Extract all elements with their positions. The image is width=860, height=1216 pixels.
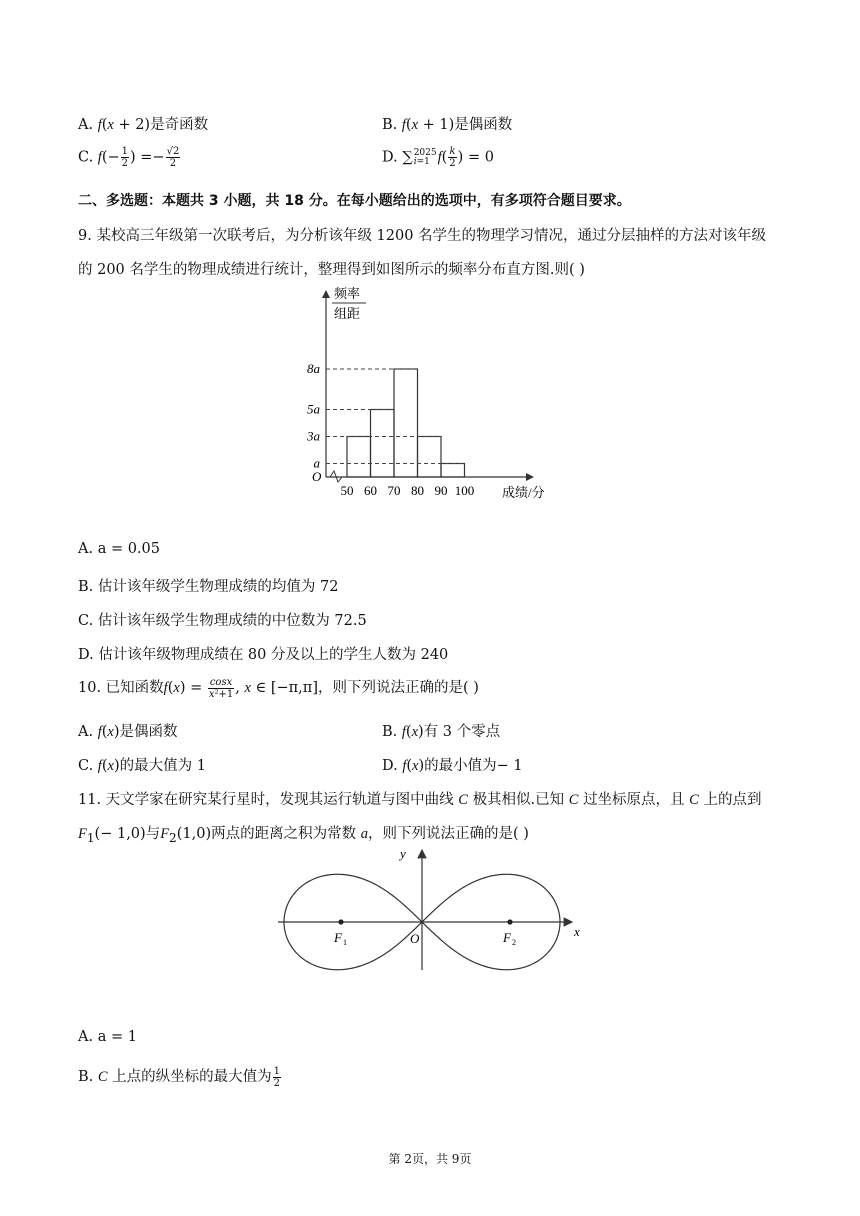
lemniscate-figure: [272, 842, 592, 972]
origin-label: O: [410, 931, 420, 946]
q10-option-b: B. f(x)有 3 个零点: [382, 724, 501, 740]
q11-option-b: B. C 上点的纵坐标的最大值为 $\frac{1}{2}$: [78, 1065, 281, 1089]
q11-stem-line1: 11. 天文学家在研究某行星时，发现其运行轨道与图中曲线 C 极其相似.已知 C 过坐标原点，且 C 上的点到: [78, 792, 762, 808]
x-axis-label: x: [574, 924, 580, 939]
histogram-bar: [394, 369, 418, 477]
histogram-bar: [371, 410, 395, 478]
x-tick-label: 70: [387, 483, 401, 498]
histogram-bar: [347, 437, 371, 478]
q9-option-b: B. 估计该年级学生物理成绩的均值为 72: [78, 579, 339, 595]
q10-option-a: A. f(x)是偶函数: [78, 724, 178, 740]
q8-option-a: A. f(x + 2)是奇函数: [78, 117, 209, 133]
svg-text:2: 2: [512, 938, 516, 947]
focus-f1-point: [338, 919, 343, 924]
histogram-bar: [441, 464, 465, 478]
q9-option-d: D. 估计该年级物理成绩在 80 分及以上的学生人数为 240: [78, 647, 449, 663]
q9-stem-line1: 9. 某校高三年级第一次联考后，为分析该年级 1200 名学生的物理学习情况，通过分层抽样的方法对该年级: [78, 228, 767, 244]
q10-stem: 10. 已知函数f(x) = $\frac{\cos x}{\text{x²+1}}$ , x ∈ [−π,π]，则下列说法正确的是( ): [78, 676, 479, 700]
q8-option-d: D. ∑ 2025 i=1 f( $\frac{k}{2}$ ) = 0: [382, 146, 494, 169]
q9-option-c: C. 估计该年级学生物理成绩的中位数为 72.5: [78, 613, 367, 629]
focus-f2-point: [507, 919, 512, 924]
q8-option-c: C. f(− $\frac{1}{2}$ ) =− $\frac{√2}{2}$: [78, 146, 180, 169]
x-tick-label: 80: [411, 483, 424, 498]
y-tick-label: 8a: [307, 361, 320, 376]
y-axis-label: y: [400, 846, 406, 861]
q10-option-c: C. f(x)的最大值为 1: [78, 758, 206, 774]
y-label-bottom: 组距: [334, 306, 361, 321]
page-footer: 第 2页，共 9页: [388, 1152, 472, 1166]
x-tick-label: 50: [340, 483, 354, 498]
x-tick-label: 90: [434, 483, 448, 498]
q11-option-a: A. a = 1: [78, 1029, 137, 1045]
histogram-chart: [290, 282, 580, 508]
svg-text:1: 1: [343, 938, 347, 947]
histogram-bar: [418, 437, 442, 478]
origin-label: O: [312, 469, 322, 484]
y-label-top: 频率: [334, 286, 361, 301]
y-axis-arrow: [322, 290, 330, 298]
x-axis-arrow: [526, 473, 534, 481]
y-tick-label: a: [313, 455, 320, 471]
y-tick-label: 5a: [307, 401, 320, 417]
y-tick-label: 3a: [307, 428, 320, 444]
histogram-plot: [306, 286, 545, 500]
x-axis-label: 成绩/分: [502, 485, 545, 500]
q9-stem-line2: 的 200 名学生的物理成绩进行统计，整理得到如图所示的频率分布直方图.则( ): [78, 262, 585, 278]
q10-option-d: D. f(x)的最小值为− 1: [382, 758, 523, 774]
q11-stem-line2: $F_1(- 1,0)$与$F_2(1,0)$两点的距离之积为常数 a，则下列说法正确的是( ): [78, 826, 529, 845]
f2-label: F: [503, 930, 511, 945]
x-tick-label: 60: [364, 483, 377, 498]
x-tick-label: 100: [454, 483, 475, 498]
q9-option-a: A. a = 0.05: [78, 541, 160, 557]
f1-label: F: [334, 930, 342, 945]
section-heading: 二、多选题：本题共 3 小题，共 18 分。在每小题给出的选项中，有多项符合题目要求。: [78, 193, 631, 209]
q8-option-b: B. f(x + 1)是偶函数: [382, 117, 513, 133]
